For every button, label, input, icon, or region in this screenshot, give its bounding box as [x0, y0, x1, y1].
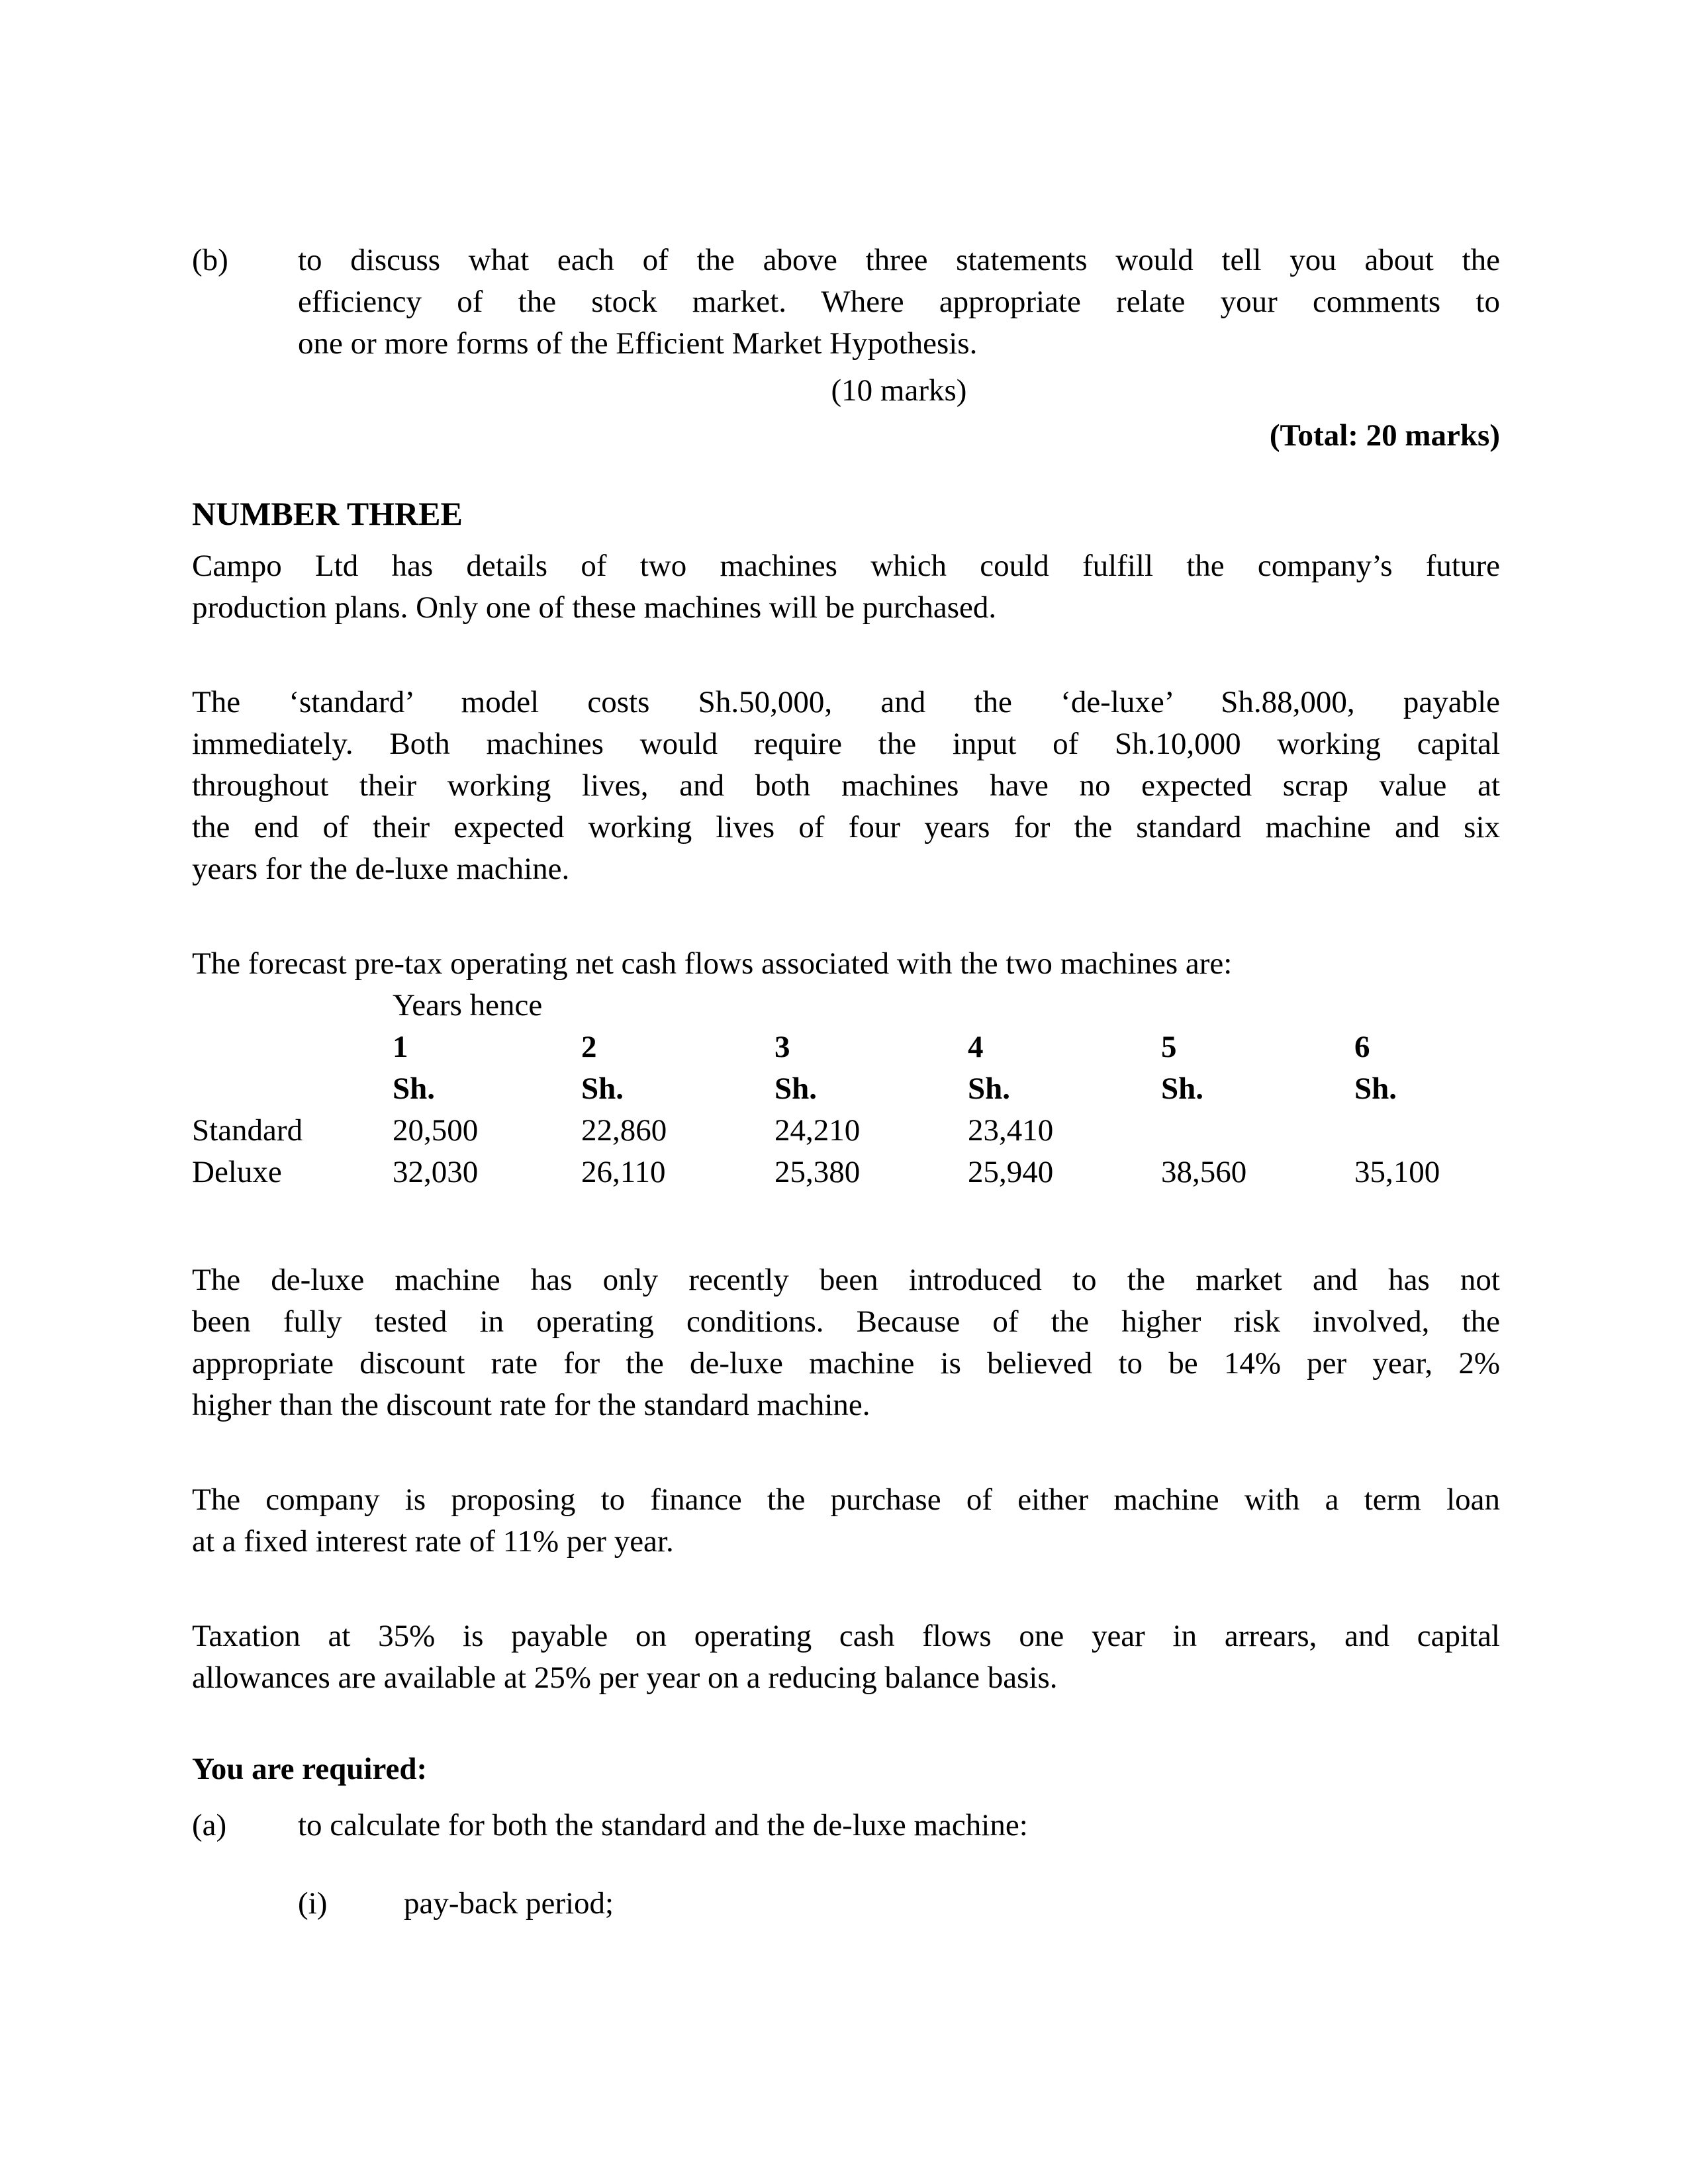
table-cell: 1: [393, 1030, 408, 1064]
table-cell: 38,560: [1161, 1155, 1247, 1189]
text-line: at a fixed interest rate of 11% per year.: [192, 1524, 674, 1559]
table-caption: Years hence: [393, 988, 543, 1023]
table-cell: Sh.: [774, 1071, 818, 1106]
table-cell: 25,940: [968, 1155, 1054, 1189]
text-line: The forecast pre-tax operating net cash flows associated with the two machines are:: [192, 946, 1233, 981]
text-line: allowances are available at 25% per year on a reducing balance basis.: [192, 1661, 1058, 1695]
marks-label: (10 marks): [831, 373, 967, 408]
text-line: appropriate discount rate for the de-luxe machine is believed to be 14% per year, 2%: [192, 1346, 1500, 1381]
table-cell: 2: [581, 1030, 597, 1064]
item-a: [192, 1805, 1500, 1846]
cashflow-table: [192, 985, 1500, 1193]
item-i-label: (i): [298, 1886, 328, 1921]
text-line: The de-luxe machine has only recently been introduced to the market and has not: [192, 1263, 1500, 1297]
taxation-paragraph: [192, 1615, 1500, 1699]
table-cell: 3: [774, 1030, 790, 1064]
forecast-paragraph: [192, 943, 1500, 985]
table-cell: [192, 1068, 393, 1110]
row-label: Deluxe: [192, 1155, 282, 1189]
table-row-standard: [192, 1110, 1500, 1152]
text-line: Taxation at 35% is payable on operating cash flows one year in arrears, and capital: [192, 1619, 1500, 1653]
item-b-text: [298, 240, 1500, 365]
table-row-deluxe: [192, 1152, 1500, 1193]
text-line: throughout their working lives, and both machines have no expected scrap value at: [192, 768, 1500, 803]
cost-paragraph: [192, 682, 1500, 890]
table-caption-row: [192, 985, 1500, 1026]
intro-paragraph: [192, 545, 1500, 629]
text-line: efficiency of the stock market. Where appropriate relate your comments to: [298, 285, 1500, 319]
text-line: production plans. Only one of these machines will be purchased.: [192, 590, 997, 625]
item-i: [298, 1883, 1500, 1925]
table-cell: Sh.: [1161, 1071, 1204, 1106]
table-cell: 20,500: [393, 1113, 479, 1148]
table-cell: Sh.: [581, 1071, 624, 1106]
text-line: been fully tested in operating conditions. Because of the higher risk involved, the: [192, 1304, 1500, 1339]
table-cell: 5: [1161, 1030, 1177, 1064]
total-marks-label: (Total: 20 marks): [1269, 418, 1500, 453]
table-cell: Sh.: [968, 1071, 1011, 1106]
table-cell: Sh.: [393, 1071, 436, 1106]
text-line: years for the de-luxe machine.: [192, 852, 570, 886]
item-a-label: (a): [192, 1808, 227, 1843]
table-cell: Sh.: [1354, 1071, 1397, 1106]
financing-paragraph: [192, 1479, 1500, 1563]
text-line: one or more forms of the Efficient Market Hypothesis.: [298, 326, 978, 361]
table-cell: 4: [968, 1030, 984, 1064]
table-cell: 22,860: [581, 1113, 667, 1148]
table-cell: 26,110: [581, 1155, 666, 1189]
table-cell: 24,210: [774, 1113, 861, 1148]
table-cell: [1161, 1110, 1354, 1152]
table-cell: 6: [1354, 1030, 1370, 1064]
text-line: immediately. Both machines would require the input of Sh.10,000 working capital: [192, 727, 1500, 761]
text-line: to discuss what each of the above three statements would tell you about the: [298, 243, 1500, 277]
item-i-text: pay-back period;: [404, 1886, 614, 1921]
item-a-text: to calculate for both the standard and the de-luxe machine:: [298, 1808, 1028, 1843]
table-cell: 35,100: [1354, 1155, 1440, 1189]
table-cell: 25,380: [774, 1155, 861, 1189]
table-years-row: [192, 1026, 1500, 1068]
section-heading: NUMBER THREE: [192, 495, 463, 532]
item-b-label: (b): [192, 243, 228, 277]
row-label: Standard: [192, 1113, 303, 1148]
text-line: higher than the discount rate for the standard machine.: [192, 1388, 870, 1422]
table-cell: 23,410: [968, 1113, 1054, 1148]
table-cell: [1354, 1110, 1500, 1152]
item-b: [192, 240, 1500, 365]
table-cell: [192, 1026, 393, 1068]
text-line: the end of their expected working lives of four years for the standard machine and six: [192, 810, 1500, 844]
risk-paragraph: [192, 1259, 1500, 1426]
table-units-row: [192, 1068, 1500, 1110]
text-line: The company is proposing to finance the purchase of either machine with a term loan: [192, 1482, 1500, 1517]
table-cell: 32,030: [393, 1155, 479, 1189]
text-line: Campo Ltd has details of two machines which could fulfill the company’s future: [192, 549, 1500, 583]
required-heading: You are required:: [192, 1752, 428, 1786]
text-line: The ‘standard’ model costs Sh.50,000, and the ‘de-luxe’ Sh.88,000, payable: [192, 685, 1500, 719]
